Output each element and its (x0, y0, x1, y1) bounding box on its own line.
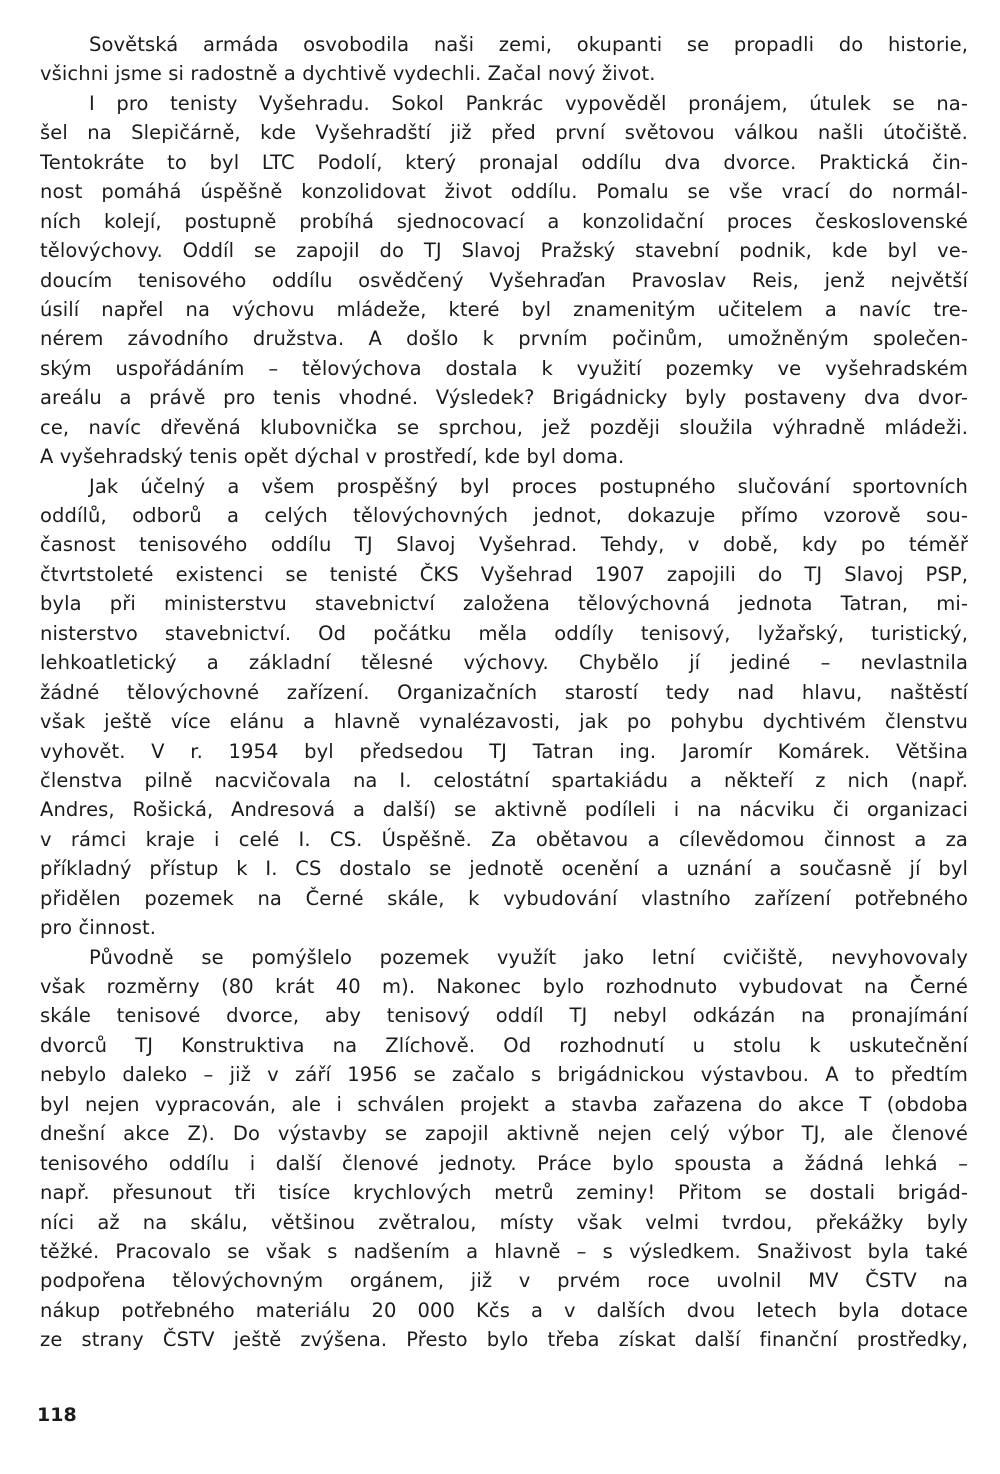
text-line: časnost tenisového oddílu TJ Slavoj Vyšehrad. Tehdy, v době, kdy po téměř (40, 533, 968, 557)
text-line: např. přesunout tři tisíce krychlových metrů zeminy! Přitom se dostali brigád- (40, 1181, 968, 1205)
text-line: ních kolejí, postupně probíhá sjednocovací a konzolidační proces československé (40, 209, 968, 233)
text-line: Sovětská armáda osvobodila naši zemi, okupanti se propadli do historie, (89, 33, 968, 56)
text-line: čtvrtstoleté existenci se tenisté ČKS Vyšehrad 1907 zapojili do TJ Slavoj PSP, (40, 562, 968, 586)
text-line: úsilí napřel na výchovu mládeže, které byl znamenitým učitelem a navíc tre- (40, 297, 968, 321)
text-line: ze strany ČSTV ještě zvýšena. Přesto bylo třeba získat další finanční prostředky, (40, 1328, 968, 1352)
page-number: 118 (37, 1404, 77, 1426)
text-line: skále tenisové dvorce, aby tenisový oddíl TJ nebyl odkázán na pronajímání (40, 1004, 968, 1028)
text-line: ským uspořádáním – tělovýchova dostala k využití pozemky ve vyšehradském (40, 356, 968, 380)
text-line: doucím tenisového oddílu osvědčený Vyšehraďan Pravoslav Reis, jenž největší (40, 268, 968, 292)
text-line: vyhovět. V r. 1954 byl předsedou TJ Tatran ing. Jaromír Komárek. Většina (40, 739, 968, 763)
paragraph-2 (40, 89, 968, 472)
text-line: v rámci kraje i celé I. CS. Úspěšně. Za obětavou a cílevědomou činnost a za (40, 827, 968, 851)
text-line: šel na Slepičárně, kde Vyšehradští již před první světovou válkou našli útočiště. (40, 121, 968, 145)
text-line: podpořena tělovýchovným orgánem, již v prvém roce uvolnil MV ČSTV na (40, 1269, 968, 1293)
text-line: těžké. Pracovalo se však s nadšením a hlavně – s výsledkem. Snaživost byla také (40, 1239, 968, 1263)
text-line: členstva pilně nacvičovala na I. celostátní spartakiádu a někteří z nich (např. (40, 768, 968, 792)
page-body (40, 30, 968, 1355)
text-line: nérem závodního družstva. A došlo k prvním počinům, umožněným společen- (40, 327, 968, 351)
text-line: byla při ministerstvu stavebnictví založena tělovýchovná jednota Tatran, mi- (40, 592, 968, 616)
text-line: však ještě více elánu a hlavně vynalézavosti, jak po pohybu dychtivém členstvu (40, 710, 968, 734)
text-line: Andres, Rošická, Andresová a další) se aktivně podíleli i na nácviku či organizaci (40, 798, 968, 822)
text-line: I pro tenisty Vyšehradu. Sokol Pankrác vypověděl pronájem, útulek se na- (89, 91, 968, 115)
text-line: Jak účelný a všem prospěšný byl proces postupného slučování sportovních (89, 474, 968, 498)
text-line: nákup potřebného materiálu 20 000 Kčs a v dalších dvou letech byla dotace (40, 1298, 968, 1322)
text-line: však rozměrny (80 krát 40 m). Nakonec bylo rozhodnuto vybudovat na Černé (40, 975, 968, 998)
text-line: tenisového oddílu i další členové jednoty. Práce bylo spousta a žádná lehká – (40, 1151, 968, 1175)
text-line: pro činnost. (40, 916, 157, 940)
text-line: níci až na skálu, většinou zvětralou, místy však velmi tvrdou, překážky byly (40, 1210, 968, 1234)
paragraph-4 (40, 943, 968, 1355)
text-line: Původně se pomýšlelo pozemek využít jako letní cvičiště, nevyhovovaly (89, 945, 968, 969)
text-line: areálu a právě pro tenis vhodné. Výsledek? Brigádnicky byly postaveny dva dvor- (40, 386, 968, 410)
text-line: přidělen pozemek na Černé skále, k vybudování vlastního zařízení potřebného (40, 886, 968, 910)
text-line: dvorců TJ Konstruktiva na Zlíchově. Od rozhodnutí u stolu k uskutečnění (40, 1033, 968, 1057)
text-line: Tentokráte to byl LTC Podolí, který pronajal oddílu dva dvorce. Praktická čin- (40, 150, 968, 174)
paragraph-1 (40, 30, 968, 89)
text-line: byl nejen vypracován, ale i schválen projekt a stavba zařazena do akce T (obdoba (40, 1092, 968, 1116)
text-line: lehkoatletický a základní tělesné výchovy. Chybělo jí jediné – nevlastnila (40, 651, 968, 675)
text-line: nebylo daleko – již v září 1956 se začalo s brigádnickou výstavbou. A to předtím (40, 1063, 968, 1087)
text-line: oddílů, odborů a celých tělovýchovných jednot, dokazuje přímo vzorově sou- (40, 504, 968, 527)
text-line: nisterstvo stavebnictví. Od počátku měla oddíly tenisový, lyžařský, turistický, (40, 621, 968, 645)
text-line: všichni jsme si radostně a dychtivě vydechli. Začal nový život. (40, 62, 656, 86)
text-line: tělovýchovy. Oddíl se zapojil do TJ Slavoj Pražský stavební podnik, kde byl ve- (40, 239, 968, 263)
text-line: příkladný přístup k I. CS dostalo se jednotě ocenění a uznání a současně jí byl (40, 857, 968, 881)
text-line: A vyšehradský tenis opět dýchal v prostředí, kde byl doma. (40, 445, 625, 469)
text-line: žádné tělovýchovné zařízení. Organizačních starostí tedy nad hlavu, naštěstí (40, 680, 968, 704)
text-line: dnešní akce Z). Do výstavby se zapojil aktivně nejen celý výbor TJ, ale členové (40, 1122, 968, 1146)
text-line: ce, navíc dřevěná klubovnička se sprchou, jež později sloužila výhradně mládeži. (40, 415, 968, 439)
text-line: nost pomáhá úspěšně konzolidovat život oddílu. Pomalu se vše vrací do normál- (40, 180, 968, 204)
paragraph-3 (40, 472, 968, 943)
